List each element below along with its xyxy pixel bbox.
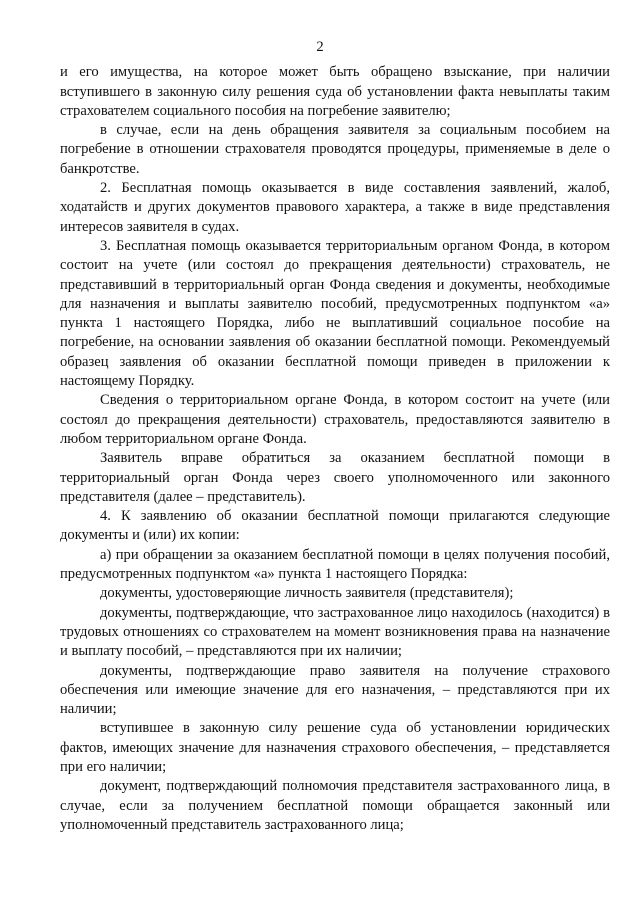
paragraph-4a-authority: документ, подтверждающий полномочия представителя застрахованного лица, в случае, если за получением бесплатной помощи обращается законный или уполномоченный представитель застрахованного лица; [60, 778, 610, 833]
paragraph-bankruptcy: в случае, если на день обращения заявителя за социальным пособием на погребение в отношении страхователя проводятся процедуры, применяемые в деле о банкротстве. [60, 122, 610, 177]
paragraph-4a-identity: документы, удостоверяющие личность заявителя (представителя); [100, 585, 514, 602]
paragraph-4a-entitlement: документы, подтверждающие право заявителя на получение страхового обеспечения или имеющие значение для его назначения, – представляются при их наличии; [60, 662, 610, 718]
paragraph-4a-employment: документы, подтверждающие, что застрахованное лицо находилось (находится) в трудовых отношениях со страхователем на момент возникновения права на назначение и выплату пособий, – представляются при их наличии; [60, 604, 610, 660]
paragraph-4a-court-decision: вступившее в законную силу решение суда об установлении юридических фактов, имеющих значение для назначения страхового обеспечения, – представляется при его наличии; [60, 720, 610, 775]
paragraph-1-continuation: и его имущества, на которое может быть обращено взыскание, при наличии вступившего в законную силу решения суда об установлении факта невыплаты таким страхователем социального пособия на погребение заявителю; [60, 64, 610, 119]
paragraph-4a: а) при обращении за оказанием бесплатной помощи в целях получения пособий, предусмотренных подпунктом «а» пункта 1 настоящего Порядка: [60, 546, 610, 583]
paragraph-2: 2. Бесплатная помощь оказывается в виде составления заявлений, жалоб, ходатайств и других документов правового характера, а также в виде представления интересов заявителя в судах. [60, 180, 610, 235]
paragraph-4: 4. К заявлению об оказании бесплатной помощи прилагаются следующие документы и (или) их копии: [60, 508, 610, 544]
paragraph-3: 3. Бесплатная помощь оказывается территориальным органом Фонда, в котором состоит на учете (или состоял до прекращения деятельности) страхователь, не представивший в территориальный орган Фонда сведения и документы, необходимые для назначения и выплаты заявителю пособий, предусмотренных подпунктом «а» пункта 1 настоящего Порядка, либо не выплативший социальное пособие на погребение, на основании заявления об оказании бесплатной помощи. Рекомендуемый образец заявления об оказании бесплатной помощи приведен в приложении к настоящему Порядку. [60, 237, 610, 390]
paragraph-3-representative: Заявитель вправе обратиться за оказанием бесплатной помощи в территориальный орган Фонда через своего уполномоченного или законного представителя (далее – представитель). [60, 450, 610, 505]
paragraph-3-info: Сведения о территориальном органе Фонда, в котором состоит на учете (или состоял до прекращения деятельности) страхователь, предоставляются заявителю в любом территориальном органе Фонда. [60, 392, 610, 447]
page-number: 2 [316, 39, 324, 55]
